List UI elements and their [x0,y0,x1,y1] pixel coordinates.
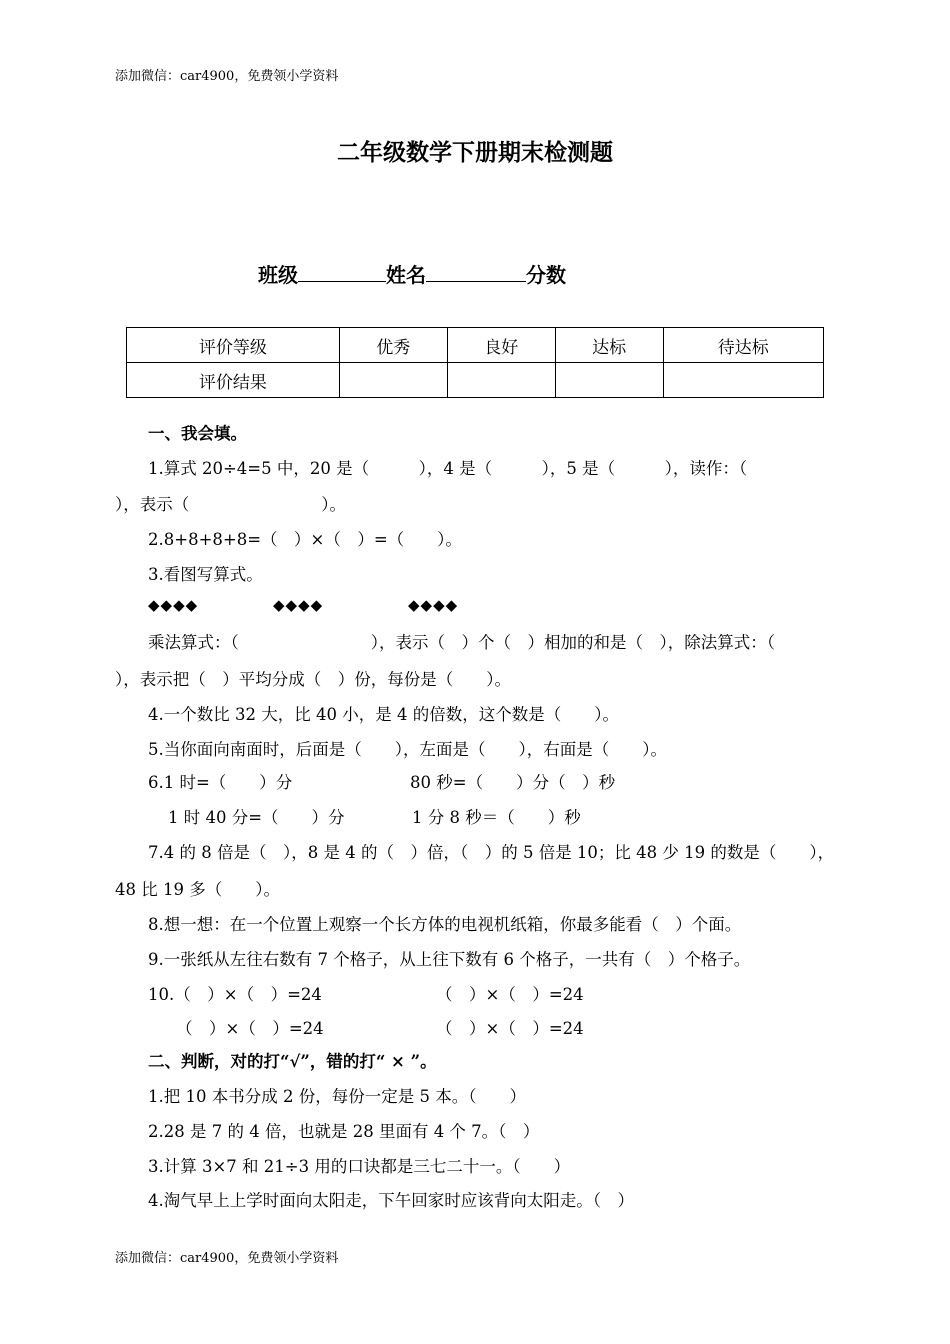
table-header-cell: 待达标 [663,328,823,363]
question-line: （ ）×（ ）=24 [436,1019,584,1038]
section1-heading: 一、我会填。 [148,424,247,443]
question-line: 4.一个数比 32 大，比 40 小，是 4 的倍数，这个数是（ ）。 [148,705,619,724]
page-title: 二年级数学下册期末检测题 [337,139,613,166]
evaluation-table [126,327,824,398]
question-line: ），表示把（ ）平均分成（ ）份，每份是（ ）。 [115,670,511,689]
score-label: 分数 [526,263,566,287]
table-row [127,363,824,398]
watermark-bottom: 添加微信：car4900，免费领小学资料 [115,1251,339,1266]
question-line: ），表示（ ）。 [115,495,346,514]
table-header-cell: 优秀 [339,328,447,363]
question-line: 10.（ ）×（ ）=24 [148,985,322,1004]
student-info [258,259,566,288]
question-line: 7.4 的 8 倍是（ ），8 是 4 的（ ）倍，（ ）的 5 倍是 10；比 48 少 19 的数是（ ）， [148,843,835,862]
name-field[interactable] [426,263,526,282]
result-cell-excellent[interactable] [339,363,447,398]
question-line: 8.想一想：在一个位置上观察一个长方体的电视机纸箱，你最多能看（ ）个面。 [148,915,742,934]
diamond-group-icon: ◆◆◆◆ [273,596,324,614]
diamond-group-icon: ◆◆◆◆ [148,596,199,614]
question-line: 1 分 8 秒＝（ ）秒 [412,808,581,827]
table-header-cell: 达标 [555,328,663,363]
name-label: 姓名 [386,263,426,287]
question-line: 乘法算式：（ ），表示（ ）个（ ）相加的和是（ ），除法算式：（ [148,633,775,652]
question-line: 9.一张纸从左往右数有 7 个格子，从上往下数有 6 个格子，一共有（ ）个格子。 [148,950,751,969]
diamond-group-icon: ◆◆◆◆ [408,596,459,614]
question-line: 1.把 10 本书分成 2 份，每份一定是 5 本。（ ） [148,1087,526,1106]
table-row-label: 评价结果 [127,363,340,398]
result-cell-pass[interactable] [555,363,663,398]
question-line: 3.看图写算式。 [148,565,263,584]
class-label: 班级 [258,263,298,287]
question-line: （ ）×（ ）=24 [436,985,584,1004]
section2-heading: 二、判断，对的打“√”，错的打“ × ”。 [148,1052,437,1071]
table-header-cell: 评价等级 [127,328,340,363]
question-line: 1.算式 20÷4=5 中，20 是（ ），4 是（ ），5 是（ ），读作：（ [148,459,748,478]
question-line: （ ）×（ ）=24 [176,1019,324,1038]
question-line: 48 比 19 多（ ）。 [115,880,280,899]
table-row [127,328,824,363]
class-field[interactable] [298,263,386,282]
table-header-cell: 良好 [447,328,555,363]
result-cell-needs-work[interactable] [663,363,823,398]
question-line: 5.当你面向南面时，后面是（ ），左面是（ ），右面是（ ）。 [148,740,667,759]
question-line: 2.28 是 7 的 4 倍，也就是 28 里面有 4 个 7。（ ） [148,1122,540,1141]
question-line: 6.1 时=（ ）分 [148,773,293,792]
question-line: 2.8+8+8+8=（ ）×（ ）=（ ）。 [148,530,462,549]
result-cell-good[interactable] [447,363,555,398]
question-line: 80 秒=（ ）分（ ）秒 [410,773,616,792]
question-line: 4.淘气早上上学时面向太阳走，下午回家时应该背向太阳走。（ ） [148,1191,634,1210]
watermark-top: 添加微信：car4900，免费领小学资料 [115,69,339,84]
question-line: 1 时 40 分=（ ）分 [168,808,345,827]
question-line: 3.计算 3×7 和 21÷3 用的口诀都是三七二十一。（ ） [148,1157,571,1176]
